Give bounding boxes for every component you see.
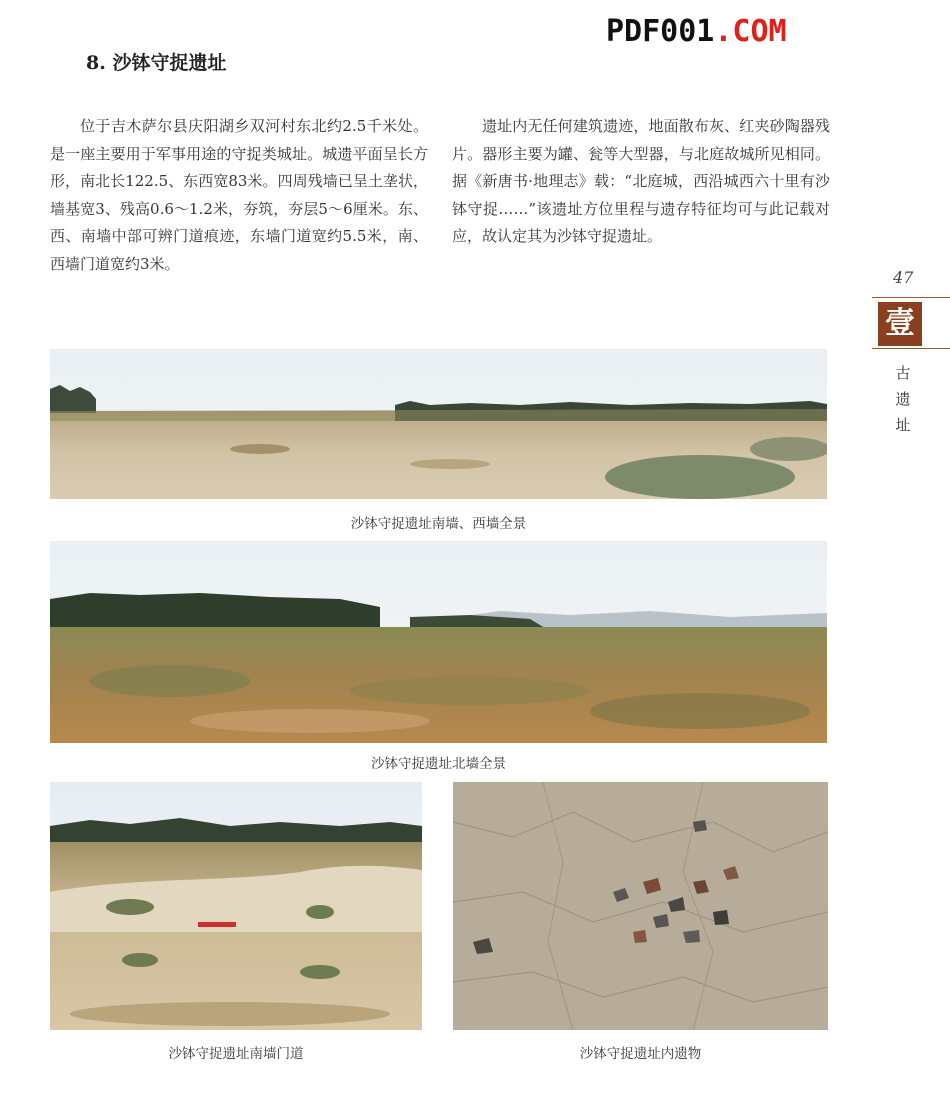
photo-south-gate [50, 782, 422, 1030]
page-number: 47 [893, 268, 914, 287]
paragraph-left: 位于吉木萨尔县庆阳湖乡双河村东北约2.5千米处。是一座主要用于军事用途的守捉类城址。城遗平面呈长方形，南北长122.5、东西宽83米。四周残墙已呈土垄状，墙基宽3、残高0.6～1.2米，夯筑，夯层5～6厘米。东、西、南墙中部可辨门道痕迹，东墙门道宽约5.5米，南、西墙门道宽约3米。 [50, 117, 428, 273]
section-title: 8. 沙钵守捉遗址 [86, 52, 227, 74]
chapter-badge: 壹 [878, 302, 922, 346]
watermark: PDF001.COM [606, 14, 787, 49]
chapter-title: 古遗址 [895, 364, 911, 434]
paragraph-right: 遗址内无任何建筑遗迹，地面散布灰、红夹砂陶器残片。器形主要为罐、瓮等大型器，与北庭故城所见相同。据《新唐书·地理志》载：“北庭城，西沿城西六十里有沙钵守捉……”该遗址方位里程与遗存特征均可与此记载对应，故认定其为沙钵守捉遗址。 [452, 117, 830, 245]
sidebar-divider-bottom [872, 348, 950, 349]
photo-south-west-walls [50, 349, 827, 499]
sidebar-divider-top [872, 297, 950, 298]
caption-photo2: 沙钵守捉遗址北墙全景 [371, 756, 506, 772]
caption-photo3: 沙钵守捉遗址南墙门道 [168, 1046, 304, 1062]
photo-artifacts [453, 782, 828, 1030]
photo-north-wall [50, 541, 827, 743]
caption-photo4: 沙钵守捉遗址内遗物 [579, 1046, 702, 1062]
caption-photo1: 沙钵守捉遗址南墙、西墙全景 [350, 516, 527, 532]
